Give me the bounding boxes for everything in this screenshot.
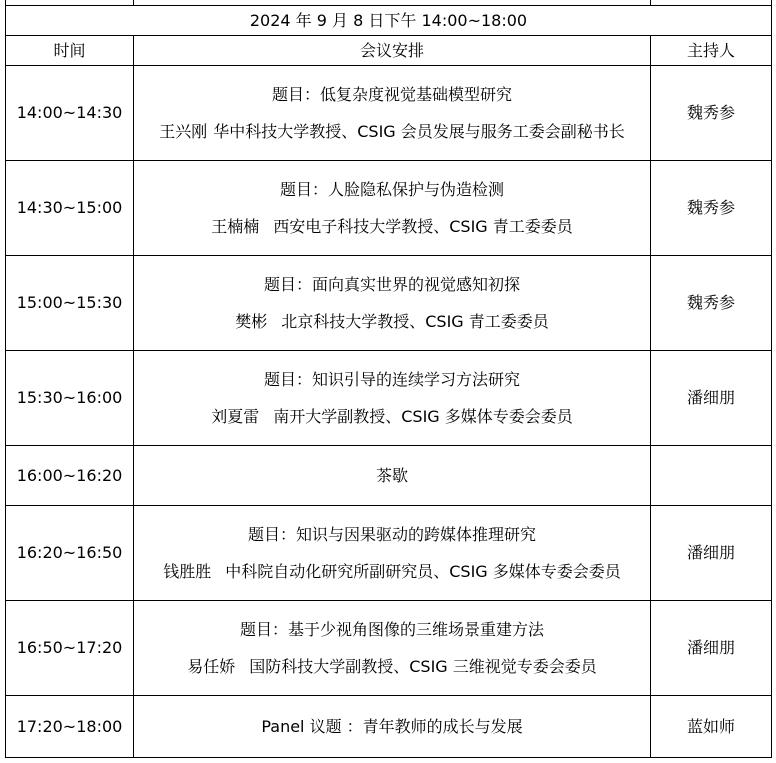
time-cell: 16:00~16:20	[6, 446, 134, 506]
table-row	[6, 446, 772, 506]
talk-topic: 题目：面向真实世界的视觉感知初探	[263, 274, 520, 294]
break-cell: 茶歇	[134, 446, 651, 506]
agenda-cell	[134, 601, 651, 696]
speaker-name: 钱胜胜	[163, 561, 212, 581]
table-row	[6, 506, 772, 601]
speaker-affiliation: 南开大学副教授、CSIG 多媒体专委会委员	[273, 406, 573, 426]
agenda-cell	[134, 351, 651, 446]
host-cell: 魏秀参	[651, 66, 772, 161]
table-row	[6, 351, 772, 446]
speaker-affiliation: 北京科技大学教授、CSIG 青工委委员	[281, 311, 549, 331]
speaker-affiliation: 华中科技大学教授、CSIG 会员发展与服务工委会副秘书长	[213, 121, 625, 141]
time-cell: 16:20~16:50	[6, 506, 134, 601]
time-cell: 14:30~15:00	[6, 161, 134, 256]
session-date: 2024 年 9 月 8 日下午 14:00~18:00	[6, 6, 772, 36]
table-row	[6, 256, 772, 351]
date-row	[6, 6, 772, 36]
speaker-affiliation: 国防科技大学副教授、CSIG 三维视觉专委会委员	[249, 656, 597, 676]
time-cell: 16:50~17:20	[6, 601, 134, 696]
table-row	[6, 66, 772, 161]
agenda-cell	[134, 66, 651, 161]
agenda-cell	[134, 506, 651, 601]
talk-topic: 题目：人脸隐私保护与伪造检测	[279, 179, 504, 199]
speaker-line	[134, 406, 650, 428]
host-cell	[651, 446, 772, 506]
time-cell: 17:20~18:00	[6, 696, 134, 758]
table-row	[6, 601, 772, 696]
table-row	[6, 696, 772, 758]
speaker-name: 王楠楠	[211, 216, 260, 236]
speaker-line	[134, 656, 650, 678]
agenda-cell	[134, 161, 651, 256]
speaker-name: 王兴刚	[159, 121, 208, 141]
speaker-line	[134, 216, 650, 238]
table-row	[6, 161, 772, 256]
host-cell: 魏秀参	[651, 256, 772, 351]
speaker-name: 易任娇	[187, 656, 236, 676]
time-cell: 14:00~14:30	[6, 66, 134, 161]
talk-topic: 题目：知识与因果驱动的跨媒体推理研究	[247, 524, 536, 544]
talk-topic: 题目：知识引导的连续学习方法研究	[263, 369, 520, 389]
panel-cell: Panel 议题 ：青年教师的成长与发展	[134, 696, 651, 758]
host-cell: 潘细朋	[651, 601, 772, 696]
speaker-line	[134, 121, 650, 143]
schedule-table	[5, 0, 772, 758]
talk-topic: 题目：低复杂度视觉基础模型研究	[271, 84, 512, 104]
header-agenda: 会议安排	[134, 36, 651, 66]
time-cell: 15:30~16:00	[6, 351, 134, 446]
host-cell: 潘细朋	[651, 506, 772, 601]
header-host: 主持人	[651, 36, 772, 66]
speaker-affiliation: 中科院自动化研究所副研究员、CSIG 多媒体专委会委员	[225, 561, 621, 581]
speaker-name: 刘夏雷	[211, 406, 260, 426]
speaker-affiliation: 西安电子科技大学教授、CSIG 青工委委员	[273, 216, 573, 236]
speaker-line	[134, 311, 650, 333]
speaker-line	[134, 561, 650, 583]
speaker-name: 樊彬	[235, 311, 268, 331]
agenda-cell	[134, 256, 651, 351]
header-time: 时间	[6, 36, 134, 66]
talk-topic: 题目：基于少视角图像的三维场景重建方法	[239, 619, 544, 639]
host-cell: 蓝如师	[651, 696, 772, 758]
header-row	[6, 36, 772, 66]
host-cell: 潘细朋	[651, 351, 772, 446]
time-cell: 15:00~15:30	[6, 256, 134, 351]
host-cell: 魏秀参	[651, 161, 772, 256]
